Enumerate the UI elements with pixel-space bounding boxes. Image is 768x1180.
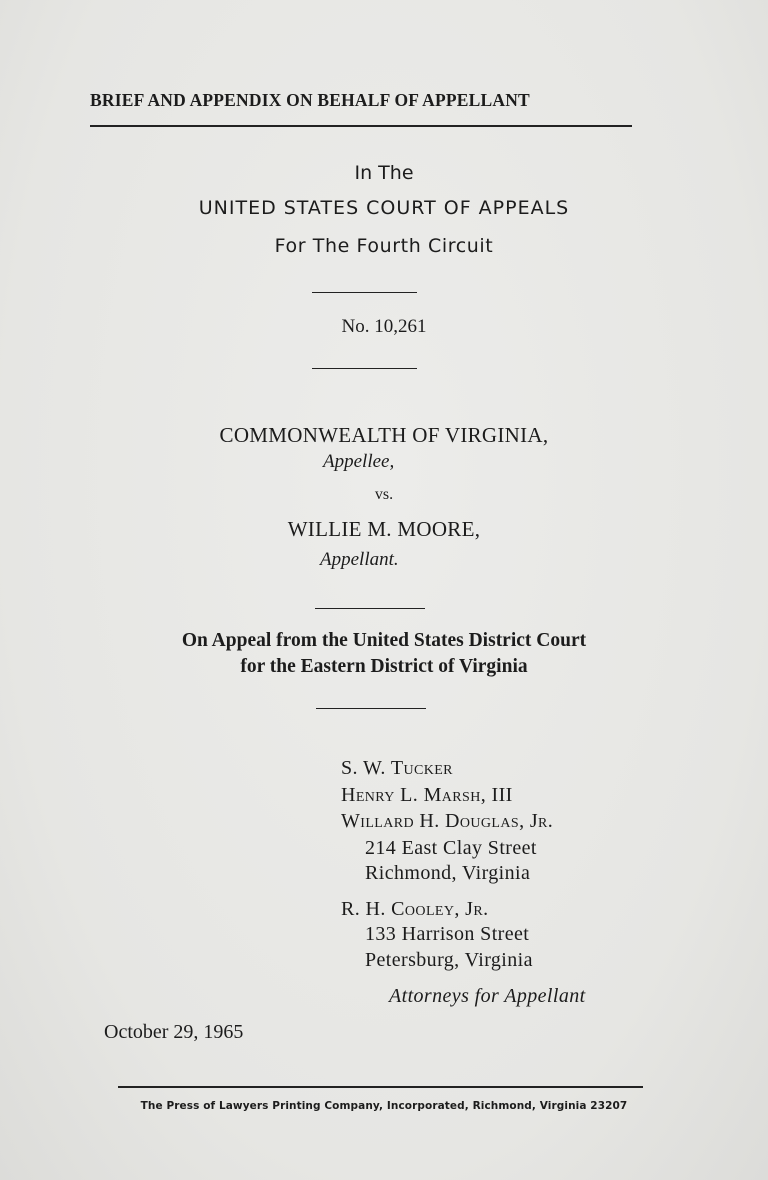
divider	[316, 708, 426, 709]
appellee-name: COMMONWEALTH OF VIRGINIA,	[219, 423, 549, 447]
attorney-address-street: 133 Harrison Street	[365, 923, 530, 945]
court-intro: In The	[354, 162, 414, 184]
attorney-name: Willard H. Douglas, Jr.	[341, 810, 554, 832]
footer-divider	[118, 1086, 643, 1088]
appellant-name: WILLIE M. MOORE,	[287, 517, 481, 541]
divider	[312, 368, 417, 369]
attorney-name: Henry L. Marsh, III	[341, 784, 513, 806]
title-divider	[90, 125, 632, 127]
appellant-role: Appellant.	[320, 549, 399, 570]
document-title: BRIEF AND APPENDIX ON BEHALF OF APPELLANT	[90, 90, 530, 110]
appeal-source-line-1: On Appeal from the United States District Court	[181, 630, 587, 651]
versus: vs.	[374, 486, 394, 503]
appeal-source-line-2: for the Eastern District of Virginia	[240, 656, 528, 677]
attorney-name: S. W. Tucker	[341, 757, 453, 779]
attorney-name: R. H. Cooley, Jr.	[341, 898, 489, 920]
court-circuit: For The Fourth Circuit	[274, 235, 494, 257]
attorney-address-city: Richmond, Virginia	[365, 862, 531, 884]
case-number: No. 10,261	[341, 316, 427, 337]
divider	[315, 608, 425, 609]
printer-imprint: The Press of Lawyers Printing Company, Incorporated, Richmond, Virginia 23207	[140, 1100, 628, 1112]
filing-date: October 29, 1965	[104, 1021, 244, 1043]
appellee-role: Appellee,	[323, 451, 395, 472]
court-name: UNITED STATES COURT OF APPEALS	[198, 197, 570, 219]
attorney-address-city: Petersburg, Virginia	[365, 949, 533, 971]
divider	[312, 292, 417, 293]
attorney-address-street: 214 East Clay Street	[365, 837, 537, 859]
attorneys-role: Attorneys for Appellant	[389, 985, 586, 1007]
